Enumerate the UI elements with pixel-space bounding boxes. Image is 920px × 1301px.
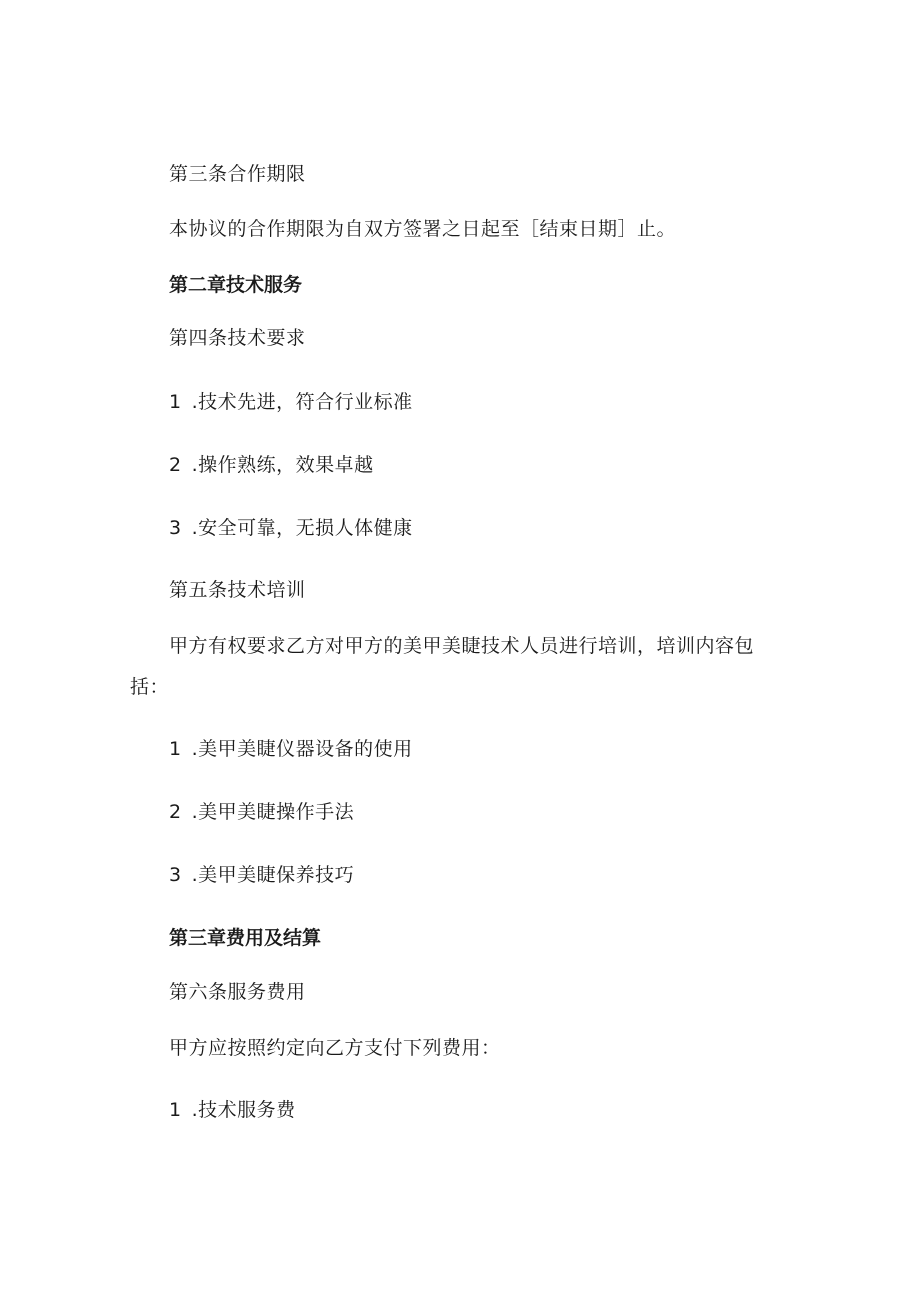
- list-item-text: .操作熟练，效果卓越: [191, 454, 374, 476]
- chapter-2-heading-text: 第二章技术服务: [169, 274, 303, 296]
- list-item-text: .技术服务费: [191, 1099, 296, 1121]
- chapter-3-heading: [169, 926, 321, 950]
- list-item-text: .安全可靠，无损人体健康: [191, 517, 413, 539]
- article-6-body: [169, 1036, 501, 1060]
- list-item-text: .美甲美睫保养技巧: [191, 864, 355, 886]
- article-3-body: [169, 217, 676, 241]
- chapter-2-heading: [169, 273, 302, 297]
- chapter-3-heading-text: 第三章费用及结算: [169, 927, 322, 949]
- article-6-title: [169, 980, 306, 1004]
- list-number: 1: [169, 391, 182, 413]
- list-number: 1: [169, 738, 182, 760]
- list-item-text: .技术先进，符合行业标准: [191, 391, 413, 413]
- list-number: 2: [169, 454, 182, 476]
- list-number: 3: [169, 864, 182, 886]
- article-4-title: [169, 326, 306, 350]
- article-5-title-text: 第五条技术培训: [169, 579, 306, 601]
- article-3-title: [169, 162, 306, 186]
- article-5-item-3: [169, 863, 354, 887]
- list-number: 3: [169, 517, 182, 539]
- list-number: 2: [169, 801, 182, 823]
- article-4-title-text: 第四条技术要求: [169, 327, 306, 349]
- article-3-title-text: 第三条合作期限: [169, 163, 306, 185]
- list-number: 1: [169, 1099, 182, 1121]
- article-3-body-text: 本协议的合作期限为自双方签署之日起至［结束日期］止。: [169, 218, 677, 240]
- article-5-body-text: 甲方有权要求乙方对甲方的美甲美睫技术人员进行培训，培训内容包: [169, 635, 755, 657]
- list-item-text: .美甲美睫仪器设备的使用: [191, 738, 413, 760]
- article-4-item-3: [169, 516, 413, 540]
- article-5-body-line-2: [130, 675, 169, 699]
- article-5-item-1: [169, 737, 413, 761]
- list-item-text: .美甲美睫操作手法: [191, 801, 355, 823]
- article-4-item-2: [169, 453, 374, 477]
- article-5-body-text-cont: 括：: [130, 676, 170, 698]
- article-4-item-1: [169, 390, 413, 414]
- article-5-item-2: [169, 800, 354, 824]
- article-5-body-line-1: [169, 634, 754, 658]
- article-5-title: [169, 578, 306, 602]
- article-6-body-text: 甲方应按照约定向乙方支付下列费用：: [169, 1037, 501, 1059]
- article-6-item-1: [169, 1098, 296, 1122]
- article-6-title-text: 第六条服务费用: [169, 981, 306, 1003]
